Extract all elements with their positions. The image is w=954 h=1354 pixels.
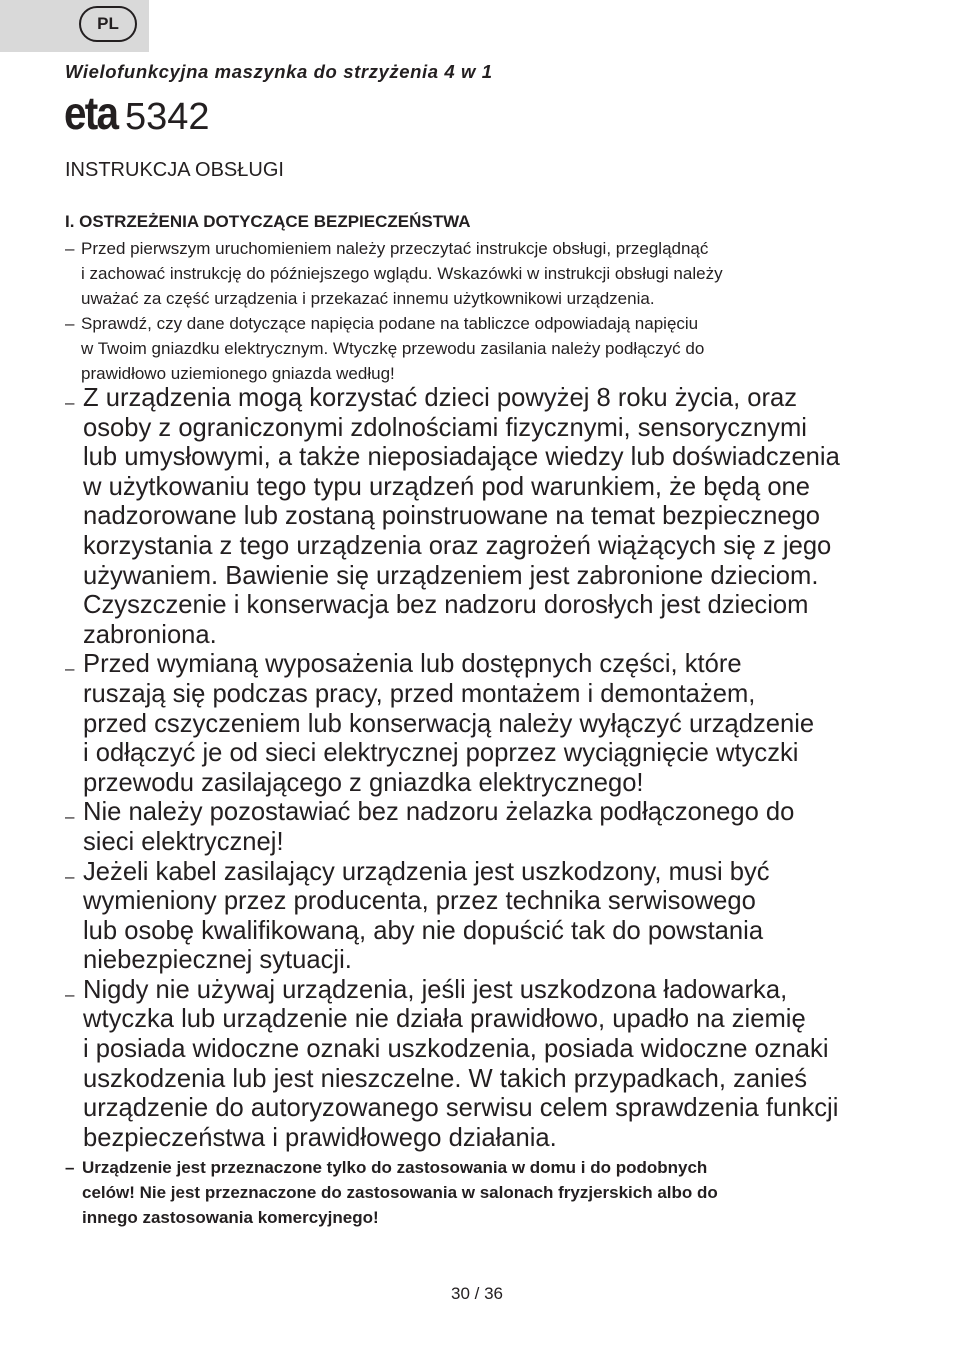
small-warnings-list (65, 236, 925, 386)
warning-item (65, 384, 945, 650)
section-heading: I. OSTRZEŻENIA DOTYCZĄCE BEZPIECZEŃSTWA (65, 212, 471, 231)
dash-bullet: – (65, 807, 75, 827)
warning-line: Jeżeli kabel zasilający urządzenia jest uszkodzony, musi być (83, 857, 770, 886)
warning-line: korzystania z tego urządzenia oraz zagrożeń wiążących się z jego (83, 531, 832, 560)
warning-item (65, 1155, 925, 1230)
warning-item (65, 858, 945, 976)
dash-bullet: – (65, 314, 75, 333)
warning-line: uważać za część urządzenia i przekazać innemu użytkownikowi urządzenia. (81, 289, 655, 308)
warning-line: celów! Nie jest przeznaczone do zastosowania w salonach fryzjerskich albo do (82, 1183, 718, 1202)
dash-bullet: – (65, 1158, 75, 1177)
language-tab (0, 0, 149, 52)
warning-item (65, 311, 925, 386)
warning-item (65, 976, 945, 1154)
warning-line: w Twoim gniazdku elektrycznym. Wtyczkę przewodu zasilania należy podłączyć do (81, 339, 705, 358)
dash-bullet: – (65, 659, 75, 679)
product-subtitle: Wielofunkcyjna maszynka do strzyżenia 4 w 1 (65, 61, 493, 82)
model-number: 5342 (124, 96, 210, 138)
language-badge: PL (79, 6, 137, 42)
warning-line: Czyszczenie i konserwacja bez nadzoru dorosłych jest dzieciom (83, 591, 809, 620)
warning-line: Nigdy nie używaj urządzenia, jeśli jest uszkodzona ładowarka, (83, 975, 788, 1004)
warning-line: osoby z ograniczonymi zdolnościami fizycznymi, sensorycznymi (83, 413, 807, 442)
dash-bullet: – (65, 239, 75, 258)
warning-item (65, 650, 945, 798)
bold-warnings-list (65, 1155, 925, 1230)
warning-line: uszkodzenia lub jest nieszczelne. W takich przypadkach, zanieś (83, 1064, 808, 1093)
warning-line: przed cszyczeniem lub konserwacją należy wyłączyć urządzenie (83, 709, 815, 738)
warning-line: lub osobę kwalifikowaną, aby nie dopuścić tak do powstania (83, 916, 764, 945)
warning-line: Z urządzenia mogą korzystać dzieci powyżej 8 roku życia, oraz (83, 384, 798, 412)
warning-line: Przed pierwszym uruchomieniem należy przeczytać instrukcje obsługi, przeglądnąć (81, 239, 709, 258)
warning-line: bezpieczeństwa i prawidłowego działania. (83, 1123, 557, 1152)
warning-line: prawidłowo uziemionego gniazda według! (81, 364, 395, 383)
warning-line: przewodu zasilającego z gniazdka elektrycznego! (83, 768, 644, 797)
warning-item (65, 798, 945, 857)
brand-title (64, 86, 209, 138)
warning-line: zabroniona. (83, 620, 217, 649)
warning-line: nadzorowane lub zostaną poinstruowane na temat bezpiecznego (83, 502, 821, 531)
warning-line: sieci elektrycznej! (83, 827, 284, 856)
page-number: 30 / 36 (451, 1284, 503, 1303)
warning-line: w użytkowaniu tego typu urządzeń pod warunkiem, że będą one (83, 472, 811, 501)
warning-line: i posiada widoczne oznaki uszkodzenia, posiada widoczne oznaki (83, 1035, 829, 1064)
warning-line: urządzenie do autoryzowanego serwisu celem sprawdzenia funkcji (83, 1094, 839, 1123)
warning-line: wymieniony przez producenta, przez technika serwisowego (83, 887, 756, 916)
dash-bullet: – (65, 393, 75, 412)
large-warnings-list (65, 384, 945, 1153)
warning-line: Nie należy pozostawiać bez nadzoru żelazka podłączonego do (83, 798, 795, 827)
document-title: INSTRUKCJA OBSŁUGI (65, 159, 284, 181)
brand-logo: eta (64, 87, 118, 139)
warning-line: Przed wymianą wyposażenia lub dostępnych części, które (83, 650, 742, 679)
warning-line: innego zastosowania komercyjnego! (82, 1208, 379, 1227)
warning-line: wtyczka lub urządzenie nie działa prawidłowo, upadło na ziemię (83, 1005, 806, 1034)
warning-item (65, 236, 925, 311)
warning-line: Sprawdź, czy dane dotyczące napięcia podane na tabliczce odpowiadają napięciu (81, 314, 699, 333)
warning-line: lub umysłowymi, a także nieposiadające wiedzy lub doświadczenia (83, 443, 840, 472)
warning-line: używaniem. Bawienie się urządzeniem jest zabronione dzieciom. (83, 561, 819, 590)
warning-line: niebezpiecznej sytuacji. (83, 946, 352, 975)
warning-line: i odłączyć je od sieci elektrycznej poprzez wyciągnięcie wtyczki (83, 739, 799, 768)
warning-line: Urządzenie jest przeznaczone tylko do zastosowania w domu i do podobnych (82, 1158, 708, 1177)
warning-line: ruszają się podczas pracy, przed montażem i demontażem, (83, 679, 756, 708)
dash-bullet: – (65, 866, 75, 886)
dash-bullet: – (65, 984, 75, 1004)
warning-line: i zachować instrukcję do późniejszego wglądu. Wskazówki w instrukcji obsługi należy (81, 264, 723, 283)
